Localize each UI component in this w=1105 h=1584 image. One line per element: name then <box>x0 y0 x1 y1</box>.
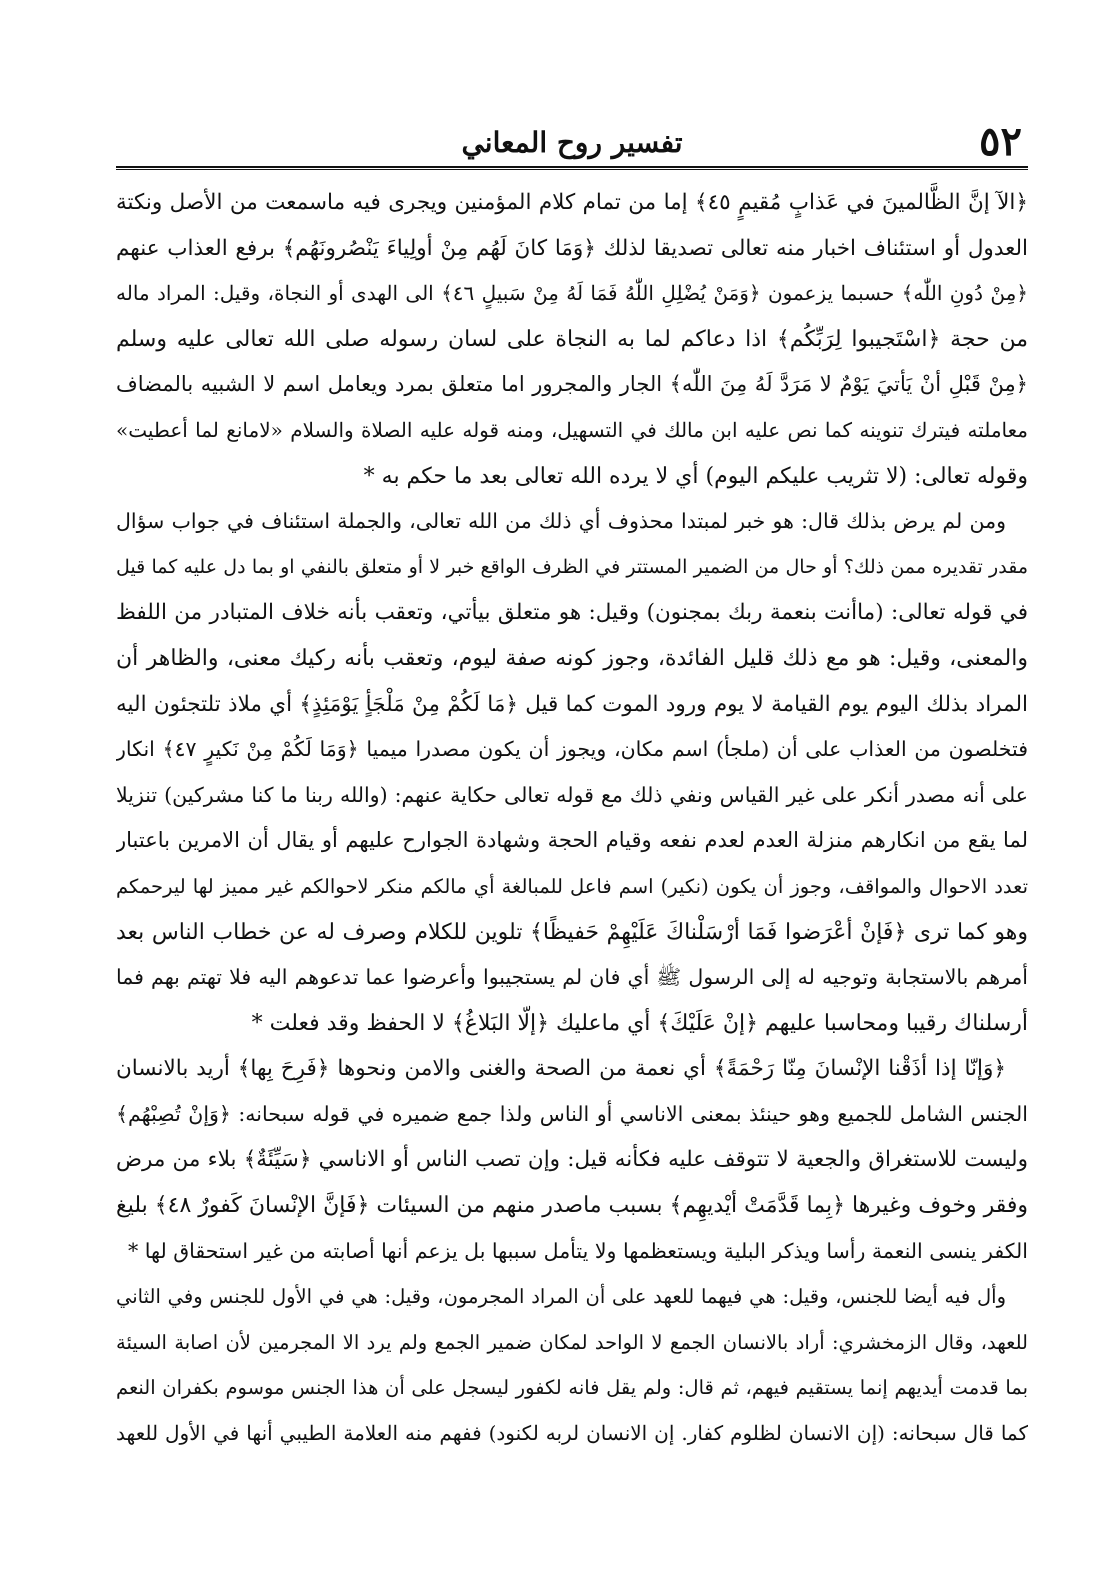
text-line: بما قدمت أيديهم إنما يستقيم فيهم، ثم قال: ولم يقل فانه لكفور ليسجل على أن هذا الجنس موسوم بكفران النعم <box>116 1376 1028 1400</box>
text-line: وليست للاستغراق والجعية لا تتوقف عليه فكأنه قيل: وإن تصب الناس أو الاناسي ﴿سَيِّئَةٌ﴾ بلاء من مرض <box>116 1147 1028 1173</box>
text-line: ومن لم يرض بذلك قال: هو خبر لمبتدا محذوف أي ذلك من الله تعالى، والجملة استئناف في جواب سؤال <box>116 509 1006 534</box>
text-line: ﴿مِنْ قَبْلِ أنْ يَأتيَ يَوْمٌ لا مَرَدَّ لَهُ مِنَ اللّٰه﴾ الجار والمجرور اما متعلق بمرد ويعامل اسم لا الشبيه بالمضاف <box>116 372 1028 397</box>
text-line: في قوله تعالى: (ماأنت بنعمة ربك بمجنون) وقيل: هو متعلق بيأتي، وتعقب بأنه خلاف المتبادر من اللفظ <box>116 600 1028 626</box>
text-line: أمرهم بالاستجابة وتوجيه له إلى الرسول ﷺ أي فان لم يستجيبوا وأعرضوا عما تدعوهم اليه فلا تهتم بهم فما <box>116 965 1028 990</box>
text-line: مقدر تقديره ممن ذلك؟ أو حال من الضمير المستتر في الظرف الواقع خبر لا أو متعلق بالنفي او بما دل عليه كما قيل <box>116 555 1028 578</box>
text-line: للعهد، وقال الزمخشري: أراد بالانسان الجمع لا الواحد لمكان ضمير الجمع ولم يرد الا المجرمين لأن اصابة السيئة <box>116 1330 1028 1354</box>
text-line: فتخلصون من العذاب على أن (ملجأ) اسم مكان، ويجوز أن يكون مصدرا ميميا ﴿وَمَا لَكُمْ مِنْ نَكيرٍ ٤٧﴾ انكار <box>116 737 1028 762</box>
text-line: المراد بذلك اليوم يوم القيامة لا يوم ورود الموت كما قيل ﴿مَا لَكُمْ مِنْ مَلْجَأٍ يَوْمَئِذٍ﴾ أي ملاذ تلتجئون اليه <box>116 691 1028 717</box>
running-title: تفسير روح المعاني <box>461 126 683 159</box>
text-line: والمعنى، وقيل: هو مع ذلك قليل الفائدة، وجوز كونه صفة ليوم، وتعقب بأنه ركيك معنى، والظاهر أن <box>116 645 1028 671</box>
text-line: على أنه مصدر أنكر على غير القياس ونفي ذلك مع قوله تعالى حكاية عنهم: (والله ربنا ما كنا مشركين) تنزيلا <box>116 782 1028 807</box>
text-line: الكفر ينسى النعمة رأسا ويذكر البلية ويستعظمها ولا يتأمل سببها بل يزعم أنها أصابته من غير استحقاق لها * <box>128 1238 1028 1263</box>
text-line: وهو كما ترى ﴿فَإنْ أعْرَضوا فَمَا أرْسَلْناكَ عَلَيْهِمْ حَفيظًا﴾ تلوين للكلام وصرف له عن خطاب الناس بعد <box>116 919 1028 945</box>
text-line: معاملته فيترك تنوينه كما نص عليه ابن مالك في التسهيل، ومنه قوله عليه الصلاة والسلام «لامانع لما أعطيت» <box>116 417 1028 442</box>
text-line: ﴿مِنْ دُونِ اللّٰه﴾ حسبما يزعمون ﴿وَمَنْ يُضْلِلِ اللّٰهُ فَمَا لَهُ مِنْ سَبيلٍ ٤٦﴾ الى الهدى أو النجاة، وقيل: المراد ماله <box>116 281 1028 306</box>
text-line: وأل فيه أيضا للجنس، وقيل: هي فيهما للعهد على أن المراد المجرمون، وقيل: هي في الأول للجنس وفي الثاني <box>116 1285 1006 1309</box>
text-line: وفقر وخوف وغيرها ﴿بِما قَدَّمَتْ أيْديهِم﴾ بسبب ماصدر منهم من السيئات ﴿فَإنَّ الإنْسانَ كَفورٌ ٤٨﴾ بليغ <box>116 1193 1028 1219</box>
text-line: أرسلناك رقيبا ومحاسبا عليهم ﴿إنْ عَلَيْكَ﴾ أي ماعليك ﴿إلّا البَلاغُ﴾ لا الحفظ وقد فعلت * <box>251 1010 1028 1036</box>
text-line: ﴿الآ إنَّ الظَّالمينَ في عَذابٍ مُقيمٍ ٤٥﴾ إما من تمام كلام المؤمنين ويجرى فيه ماسمعت من الأصل ونكتة <box>116 190 1028 215</box>
text-line: وقوله تعالى: (لا تثريب عليكم اليوم) أي لا يرده الله تعالى بعد ما حكم به * <box>363 463 1028 489</box>
text-line: كما قال سبحانه: (إن الانسان لظلوم كفار. إن الانسان لربه لكنود) ففهم منه العلامة الطيبي أنها في الأول للعهد <box>116 1421 1028 1446</box>
text-line: العدول أو استئناف اخبار منه تعالى تصديقا لذلك ﴿وَمَا كانَ لَهُم مِنْ أولِياءَ يَنْصُرونَهُم﴾ برفع العذاب عنهم <box>116 235 1028 261</box>
page-header <box>118 118 1026 170</box>
text-line: الجنس الشامل للجميع وهو حينئذ بمعنى الاناسي أو الناس ولذا جمع ضميره في قوله سبحانه: ﴿وَإنْ تُصِبْهُم﴾ <box>116 1101 1028 1126</box>
page-number: ٥٢ <box>979 118 1022 165</box>
text-line: ﴿وَإنّا إذا أذَقْنا الإنْسانَ مِنّا رَحْمَةً﴾ أي نعمة من الصحة والغنى والامن ونحوها ﴿فَرِحَ بِها﴾ أريد بالانسان <box>116 1056 1006 1082</box>
text-line: تعدد الاحوال والمواقف، وجوز أن يكون (نكير) اسم فاعل للمبالغة أي مالكم منكر لاحوالكم غير مميز لها ليرحمكم <box>116 874 1028 898</box>
text-line: من حجة ﴿اسْتَجيبوا لِرَبِّكُم﴾ اذا دعاكم لما به النجاة على لسان رسوله صلى الله تعالى عليه وسلم <box>116 326 1028 352</box>
header-rule <box>116 166 1028 170</box>
body-text <box>116 180 1028 1457</box>
text-line: لما يقع من انكارهم منزلة العدم لعدم نفعه وقيام الحجة وشهادة الجوارح عليهم أو يقال أن الامرين باعتبار <box>116 828 1028 853</box>
